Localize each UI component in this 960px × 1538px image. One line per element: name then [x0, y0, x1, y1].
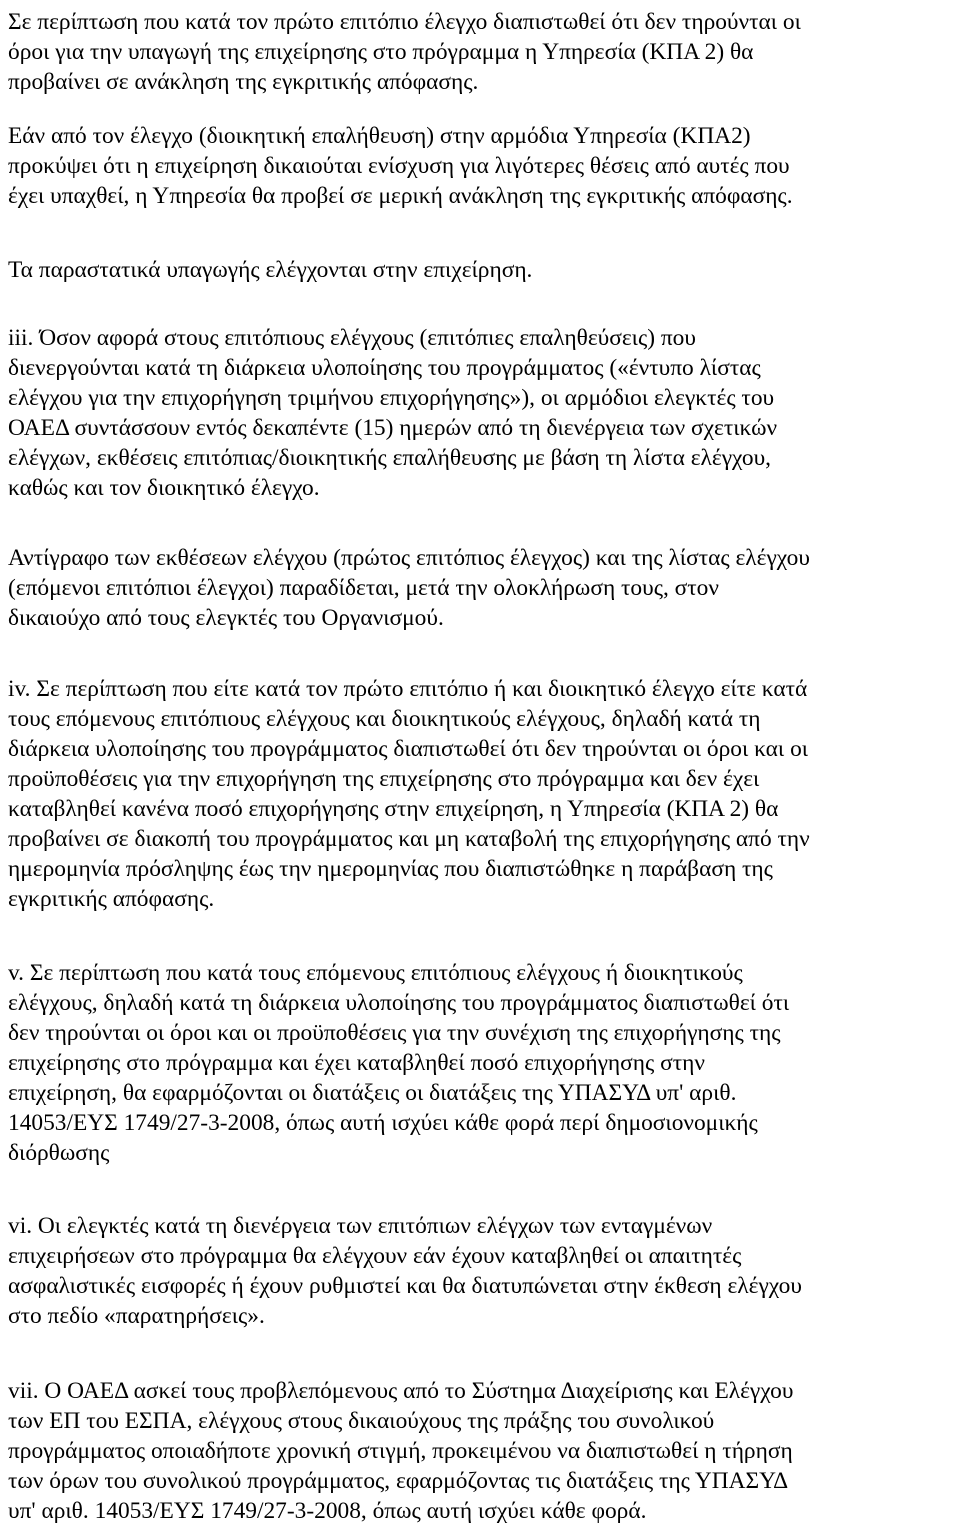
text-line: ελέγχων, εκθέσεις επιτόπιας/διοικητικής επαλήθευσης με βάση τη λίστα ελέγχου, [8, 445, 772, 471]
paragraph-partial-revocation [8, 121, 954, 211]
text-line: των όρων του συνολικού προγράμματος, εφαρμόζοντας τις διατάξεις της ΥΠΑΣΥΔ [8, 1468, 789, 1494]
text-line: προβαίνει σε διακοπή του προγράμματος και μη καταβολή της επιχορήγησης από την [8, 826, 810, 852]
paragraph-iv-program-interruption [8, 674, 954, 914]
text-line: 14053/ΕΥΣ 1749/27-3-2008, όπως αυτή ισχύει κάθε φορά περί δημοσιονομικής [8, 1110, 758, 1136]
text-line: προκύψει ότι η επιχείρηση δικαιούται ενίσχυση για λιγότερες θέσεις από αυτές που [8, 153, 790, 179]
text-line: προϋποθέσεις για την επιχορήγηση της επιχείρησης στο πρόγραμμα και δεν έχει [8, 766, 760, 792]
text-line: vi. Οι ελεγκτές κατά τη διενέργεια των επιτόπιων ελέγχων των ενταγμένων [8, 1213, 713, 1239]
text-line: vii. Ο ΟΑΕΔ ασκεί τους προβλεπόμενους από το Σύστημα Διαχείρισης και Ελέγχου [8, 1378, 794, 1404]
text-line: των ΕΠ του ΕΣΠΑ, ελέγχους στους δικαιούχους της πράξης του συνολικού [8, 1408, 715, 1434]
text-line: (επόμενοι επιτόπιοι έλεγχοι) παραδίδεται, μετά την ολοκλήρωση τους, στον [8, 575, 719, 601]
text-line: Σε περίπτωση που κατά τον πρώτο επιτόπιο έλεγχο διαπιστωθεί ότι δεν τηρούνται οι [8, 9, 801, 35]
text-line: ασφαλιστικές εισφορές ή έχουν ρυθμιστεί και θα διατυπώνεται στην έκθεση ελέγχου [8, 1273, 802, 1299]
text-line: ελέγχου για την επιχορήγηση τριμήνου επιχορήγησης»), οι αρμόδιοι ελεγκτές του [8, 385, 775, 411]
text-line: iii. Όσον αφορά στους επιτόπιους ελέγχους (επιτόπιες επαληθεύσεις) που [8, 325, 696, 351]
paragraph-v-financial-correction [8, 958, 954, 1168]
text-line: καταβληθεί κανένα ποσό επιχορήγησης στην επιχείρηση, η Υπηρεσία (ΚΠΑ 2) θα [8, 796, 779, 822]
paragraph-revocation-first-check [8, 7, 954, 97]
text-line: ελέγχους, δηλαδή κατά τη διάρκεια υλοποίησης του προγράμματος διαπιστωθεί ότι [8, 990, 790, 1016]
text-line: ημερομηνία πρόσληψης έως την ημερομηνίας που διαπιστώθηκε η παράβαση της [8, 856, 773, 882]
text-line: δεν τηρούνται οι όροι και οι προϋποθέσεις για την συνέχιση της επιχορήγησης της [8, 1020, 781, 1046]
paragraph-vi-insurance-contributions [8, 1211, 954, 1331]
text-line: Εάν από τον έλεγχο (διοικητική επαλήθευση) στην αρμόδια Υπηρεσία (ΚΠΑ2) [8, 123, 751, 149]
paragraph-supporting-documents [8, 255, 954, 285]
text-line: επιχειρήσεων στο πρόγραμμα θα ελέγχουν εάν έχουν καταβληθεί οι απαιτητές [8, 1243, 742, 1269]
text-line: ΟΑΕΔ συντάσσουν εντός δεκαπέντε (15) ημερών από τη διενέργεια των σχετικών [8, 415, 778, 441]
text-line: διόρθωσης [8, 1140, 110, 1166]
text-line: όροι για την υπαγωγή της επιχείρησης στο πρόγραμμα η Υπηρεσία (ΚΠΑ 2) θα [8, 39, 754, 65]
text-line: v. Σε περίπτωση που κατά τους επόμενους επιτόπιους ελέγχους ή διοικητικούς [8, 960, 743, 986]
paragraph-vii-oaed-checks [8, 1376, 954, 1526]
text-line: προβαίνει σε ανάκληση της εγκριτικής απόφασης. [8, 69, 479, 95]
text-line: στο πεδίο «παρατηρήσεις». [8, 1303, 265, 1329]
text-line: διενεργούνται κατά τη διάρκεια υλοποίησης του προγράμματος («έντυπο λίστας [8, 355, 761, 381]
text-line: εγκριτικής απόφασης. [8, 886, 215, 912]
text-line: επιχείρησης στο πρόγραμμα και έχει καταβληθεί ποσό επιχορήγησης στην [8, 1050, 705, 1076]
text-line: Αντίγραφο των εκθέσεων ελέγχου (πρώτος επιτόπιος έλεγχος) και της λίστας ελέγχου [8, 545, 810, 571]
text-line: καθώς και τον διοικητικό έλεγχο. [8, 475, 320, 501]
text-line: υπ' αριθ. 14053/ΕΥΣ 1749/27-3-2008, όπως αυτή ισχύει κάθε φορά. [8, 1498, 647, 1524]
paragraph-report-copy [8, 543, 954, 633]
text-line: έχει υπαχθεί, η Υπηρεσία θα προβεί σε μερική ανάκληση της εγκριτικής απόφασης. [8, 183, 793, 209]
paragraph-iii-onsite-checks [8, 323, 954, 503]
text-line: δικαιούχο από τους ελεγκτές του Οργανισμού. [8, 605, 444, 631]
text-line: διάρκεια υλοποίησης του προγράμματος διαπιστωθεί ότι δεν τηρούνται οι όροι και οι [8, 736, 809, 762]
text-line: τους επόμενους επιτόπιους ελέγχους και διοικητικούς ελέγχους, δηλαδή κατά τη [8, 706, 761, 732]
text-line: Τα παραστατικά υπαγωγής ελέγχονται στην επιχείρηση. [8, 257, 533, 283]
text-line: προγράμματος οποιαδήποτε χρονική στιγμή, προκειμένου να διαπιστωθεί η τήρηση [8, 1438, 793, 1464]
text-line: iv. Σε περίπτωση που είτε κατά τον πρώτο επιτόπιο ή και διοικητικό έλεγχο είτε κατά [8, 676, 808, 702]
text-line: επιχείρηση, θα εφαρμόζονται οι διατάξεις οι διατάξεις της ΥΠΑΣΥΔ υπ' αριθ. [8, 1080, 737, 1106]
